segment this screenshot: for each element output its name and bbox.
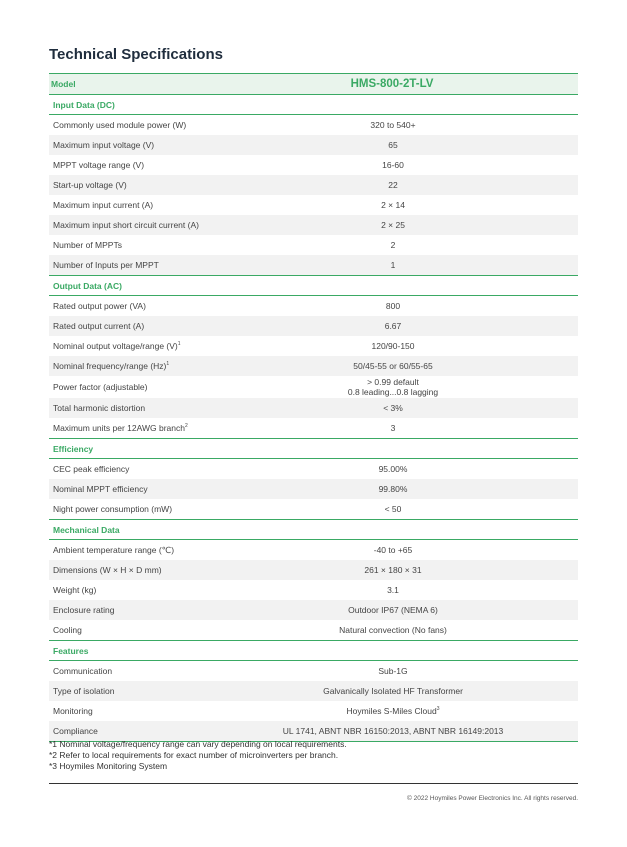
row-label: Type of isolation [53,686,115,696]
table-row [49,560,578,580]
row-label: Start-up voltage (V) [53,180,127,190]
row-label: Dimensions (W × H × D mm) [53,565,162,575]
row-label [49,423,208,433]
table-row [49,540,578,560]
row-value: -40 to +65 [373,545,413,555]
row-value: UL 1741, ABNT NBR 16150:2013, ABNT NBR 16149:2013 [282,726,504,736]
table-row [49,600,578,620]
row-value: 16-60 [382,160,404,170]
section-header: Efficiency [49,439,578,459]
row-label-text: Nominal frequency/range (Hz) [53,361,167,371]
row-label: Cooling [53,625,82,635]
footnote-marker: 1 [177,341,181,348]
row-value: < 3% [383,403,403,413]
table-row [49,336,578,356]
row-value: Galvanically Isolated HF Transformer [323,686,463,696]
row-value: Natural convection (No fans) [339,625,447,635]
table-row [49,195,578,215]
row-value: 6.67 [384,321,402,331]
row-label: Maximum input short circuit current (A) [53,220,199,230]
row-value: Sub-1G [378,666,408,676]
row-value-line: > 0.99 default [367,377,419,387]
table-row [49,398,578,418]
row-label: Compliance [53,726,98,736]
row-value: 3 [390,423,396,433]
row-value: 95.00% [378,464,408,474]
row-label: Number of MPPTs [53,240,122,250]
row-label: Power factor (adjustable) [53,382,148,392]
row-value: 800 [385,301,401,311]
row-value: 1 [390,260,396,270]
table-row [49,701,578,721]
table-row [49,376,578,398]
row-label: Maximum input voltage (V) [53,140,155,150]
table-row [49,296,578,316]
table-row [49,115,578,135]
row-value-text: Hoymiles S-Miles Cloud [346,706,437,716]
row-label: Total harmonic distortion [53,403,146,413]
row-value: 22 [388,180,398,190]
row-label: Maximum input current (A) [53,200,154,210]
row-value: 120/90-150 [371,341,415,351]
footer-divider [49,783,578,784]
table-row [49,661,578,681]
table-row [49,356,578,376]
row-label: Communication [53,666,113,676]
footnote: *3 Hoymiles Monitoring System [49,761,168,771]
footnotes [49,739,347,772]
row-value: 261 × 180 × 31 [364,565,422,575]
model-value: HMS-800-2T-LV [350,78,434,90]
table-row [49,235,578,255]
table-row [49,418,578,439]
copyright: © 2022 Hoymiles Power Electronics Inc. All rights reserved. [407,795,578,802]
row-label [49,341,208,351]
row-value: 50/45-55 or 60/55-65 [353,361,433,371]
row-value: Outdoor IP67 (NEMA 6) [348,605,438,615]
row-label: Ambient temperature range (℃) [53,544,175,555]
table-row [49,255,578,276]
row-label: Night power consumption (mW) [53,504,173,514]
footnote: *1 Nominal voltage/frequency range can vary depending on local requirements. [49,739,347,749]
row-value: 2 × 25 [381,220,405,230]
table-row [49,135,578,155]
row-label: Weight (kg) [53,585,97,595]
row-value: 2 × 14 [381,200,405,210]
table-row [49,215,578,235]
table-row [49,580,578,600]
row-label: Rated output power (VA) [53,301,146,311]
row-label: Commonly used module power (W) [53,120,187,130]
page-title: Technical Specifications [49,46,223,63]
table-row [49,175,578,195]
footnote-marker: 2 [184,423,188,430]
table-row [49,155,578,175]
footnote: *2 Refer to local requirements for exact number of microinverters per branch. [49,750,339,760]
row-value-line: 0.8 leading...0.8 lagging [347,387,439,397]
row-label: Enclosure rating [53,605,115,615]
row-label: Rated output current (A) [53,321,145,331]
table-row [49,479,578,499]
row-label: CEC peak efficiency [53,464,130,474]
row-value: 3.1 [387,585,399,595]
row-value [208,706,578,716]
footnote-marker: 3 [436,706,440,713]
table-row [49,316,578,336]
row-value: 99.80% [378,484,408,494]
row-label-text: Maximum units per 12AWG branch [53,423,185,433]
section-header: Mechanical Data [49,520,578,540]
section-header: Input Data (DC) [49,95,578,115]
row-label: Number of Inputs per MPPT [53,260,159,270]
section-header: Features [49,641,578,661]
footnote-marker: 1 [166,361,170,368]
row-value: 65 [388,140,398,150]
table-row [49,681,578,701]
row-label [49,361,208,371]
table-row [49,459,578,479]
spec-table [49,73,578,742]
row-value: 320 to 540+ [370,120,416,130]
row-label-text: Nominal output voltage/range (V) [53,341,178,351]
model-label: Model [51,79,76,89]
row-label: MPPT voltage range (V) [53,160,145,170]
row-label: Monitoring [53,706,93,716]
model-row [49,73,578,95]
table-row [49,499,578,520]
section-header: Output Data (AC) [49,276,578,296]
row-label: Nominal MPPT efficiency [53,484,148,494]
table-row [49,620,578,641]
row-value: 2 [390,240,396,250]
row-value [208,377,578,397]
row-value: < 50 [384,504,402,514]
